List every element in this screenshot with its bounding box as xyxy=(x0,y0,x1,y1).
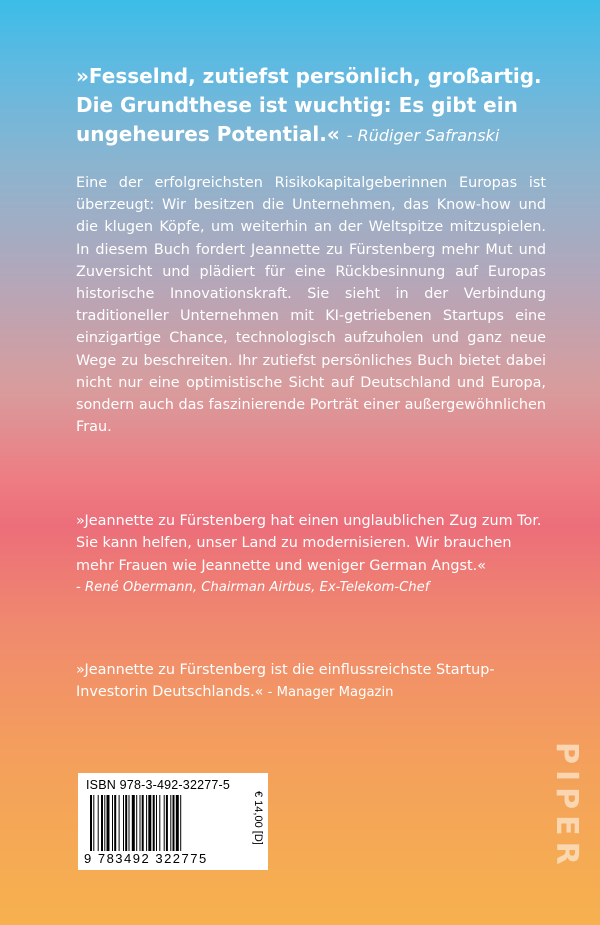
barcode-bar xyxy=(93,795,94,851)
barcode-bar xyxy=(123,795,124,851)
top-quote-line2: Die Grundthese ist wuchtig: Es gibt ein xyxy=(76,93,518,117)
quote-manager-magazin-author: - Manager Magazin xyxy=(263,685,394,701)
barcode-bar xyxy=(148,795,151,851)
barcode-digits: 9 783492 322775 xyxy=(84,851,208,866)
piper-logo: PIPER xyxy=(549,742,584,871)
barcode-bar xyxy=(146,795,147,851)
barcode-bar xyxy=(156,795,157,851)
barcode-bar xyxy=(101,795,103,851)
price-label: € 14,00 [D] xyxy=(252,791,264,845)
barcode-bar xyxy=(119,795,120,851)
quote-obermann xyxy=(76,510,546,600)
barcode-bar xyxy=(140,795,141,851)
top-quote-line3-text: ungeheures Potential.« xyxy=(76,122,340,146)
barcode-bar xyxy=(129,795,130,851)
barcode-bar xyxy=(159,795,160,851)
barcode-bar xyxy=(107,795,110,851)
barcode-bar xyxy=(166,795,168,851)
barcode-bar xyxy=(153,795,155,851)
barcode-bar xyxy=(114,795,116,851)
barcode-bar xyxy=(170,795,171,851)
isbn-barcode xyxy=(78,773,268,870)
top-quote-author: - Rüdiger Safranski xyxy=(346,126,500,145)
barcode-bar xyxy=(98,795,99,851)
barcode-bar xyxy=(136,795,137,851)
quote-manager-magazin-text: »Jeannette zu Fürstenberg ist die einflussreichste Startup-Investorin Deutschlands.« xyxy=(76,662,495,701)
barcode-bars xyxy=(90,795,240,851)
barcode-bar xyxy=(125,795,127,851)
barcode-bar xyxy=(90,795,92,851)
top-quote-line3 xyxy=(76,120,576,150)
barcode-bar xyxy=(112,795,113,851)
barcode-bar xyxy=(173,795,175,851)
quote-manager-magazin xyxy=(76,659,546,705)
barcode-bar xyxy=(164,795,165,851)
top-quote xyxy=(76,62,576,150)
barcode-bar xyxy=(180,795,181,851)
barcode-bar xyxy=(132,795,135,851)
barcode-bar xyxy=(176,795,179,851)
quote-obermann-author: - René Obermann, Chairman Airbus, Ex-Telekom-Chef xyxy=(76,580,430,596)
top-quote-line1: »Fesselnd, zutiefst persönlich, großartig. xyxy=(76,64,542,88)
isbn-label: ISBN 978-3-492-32277-5 xyxy=(86,778,231,792)
book-blurb: Eine der erfolgreichsten Risikokapitalgeberinnen Europas ist überzeugt: Wir besitzen die Unternehmen, das Know-how und die klugen Köpfe, um weiterhin an der Weltspitze mitzuspielen. In diesem Buch fordert Jeannette zu Fürstenberg mehr Mut und Zuversicht und plädiert für eine Rückbesinnung auf Europas historische Innovationskraft. Sie sieht in der Verbindung traditioneller Unternehmen mit KI-getriebenen Startups eine einzigartige Chance, technologisch aufzuholen und ganz neue Wege zu beschreiten. Ihr zutiefst persönliches Buch bietet dabei nicht nur eine optimistische Sicht auf Deutschland und Europa, sondern auch das faszinierende Porträt einer außergewöhnlichen Frau. xyxy=(76,175,546,436)
barcode-bar xyxy=(142,795,144,851)
quote-obermann-text: »Jeannette zu Fürstenberg hat einen unglaublichen Zug zum Tor. Sie kann helfen, unser Land zu modernisieren. Wir brauchen mehr Frauen wie Jeannette und weniger German Angst.« xyxy=(76,513,542,574)
barcode-bar xyxy=(104,795,105,851)
